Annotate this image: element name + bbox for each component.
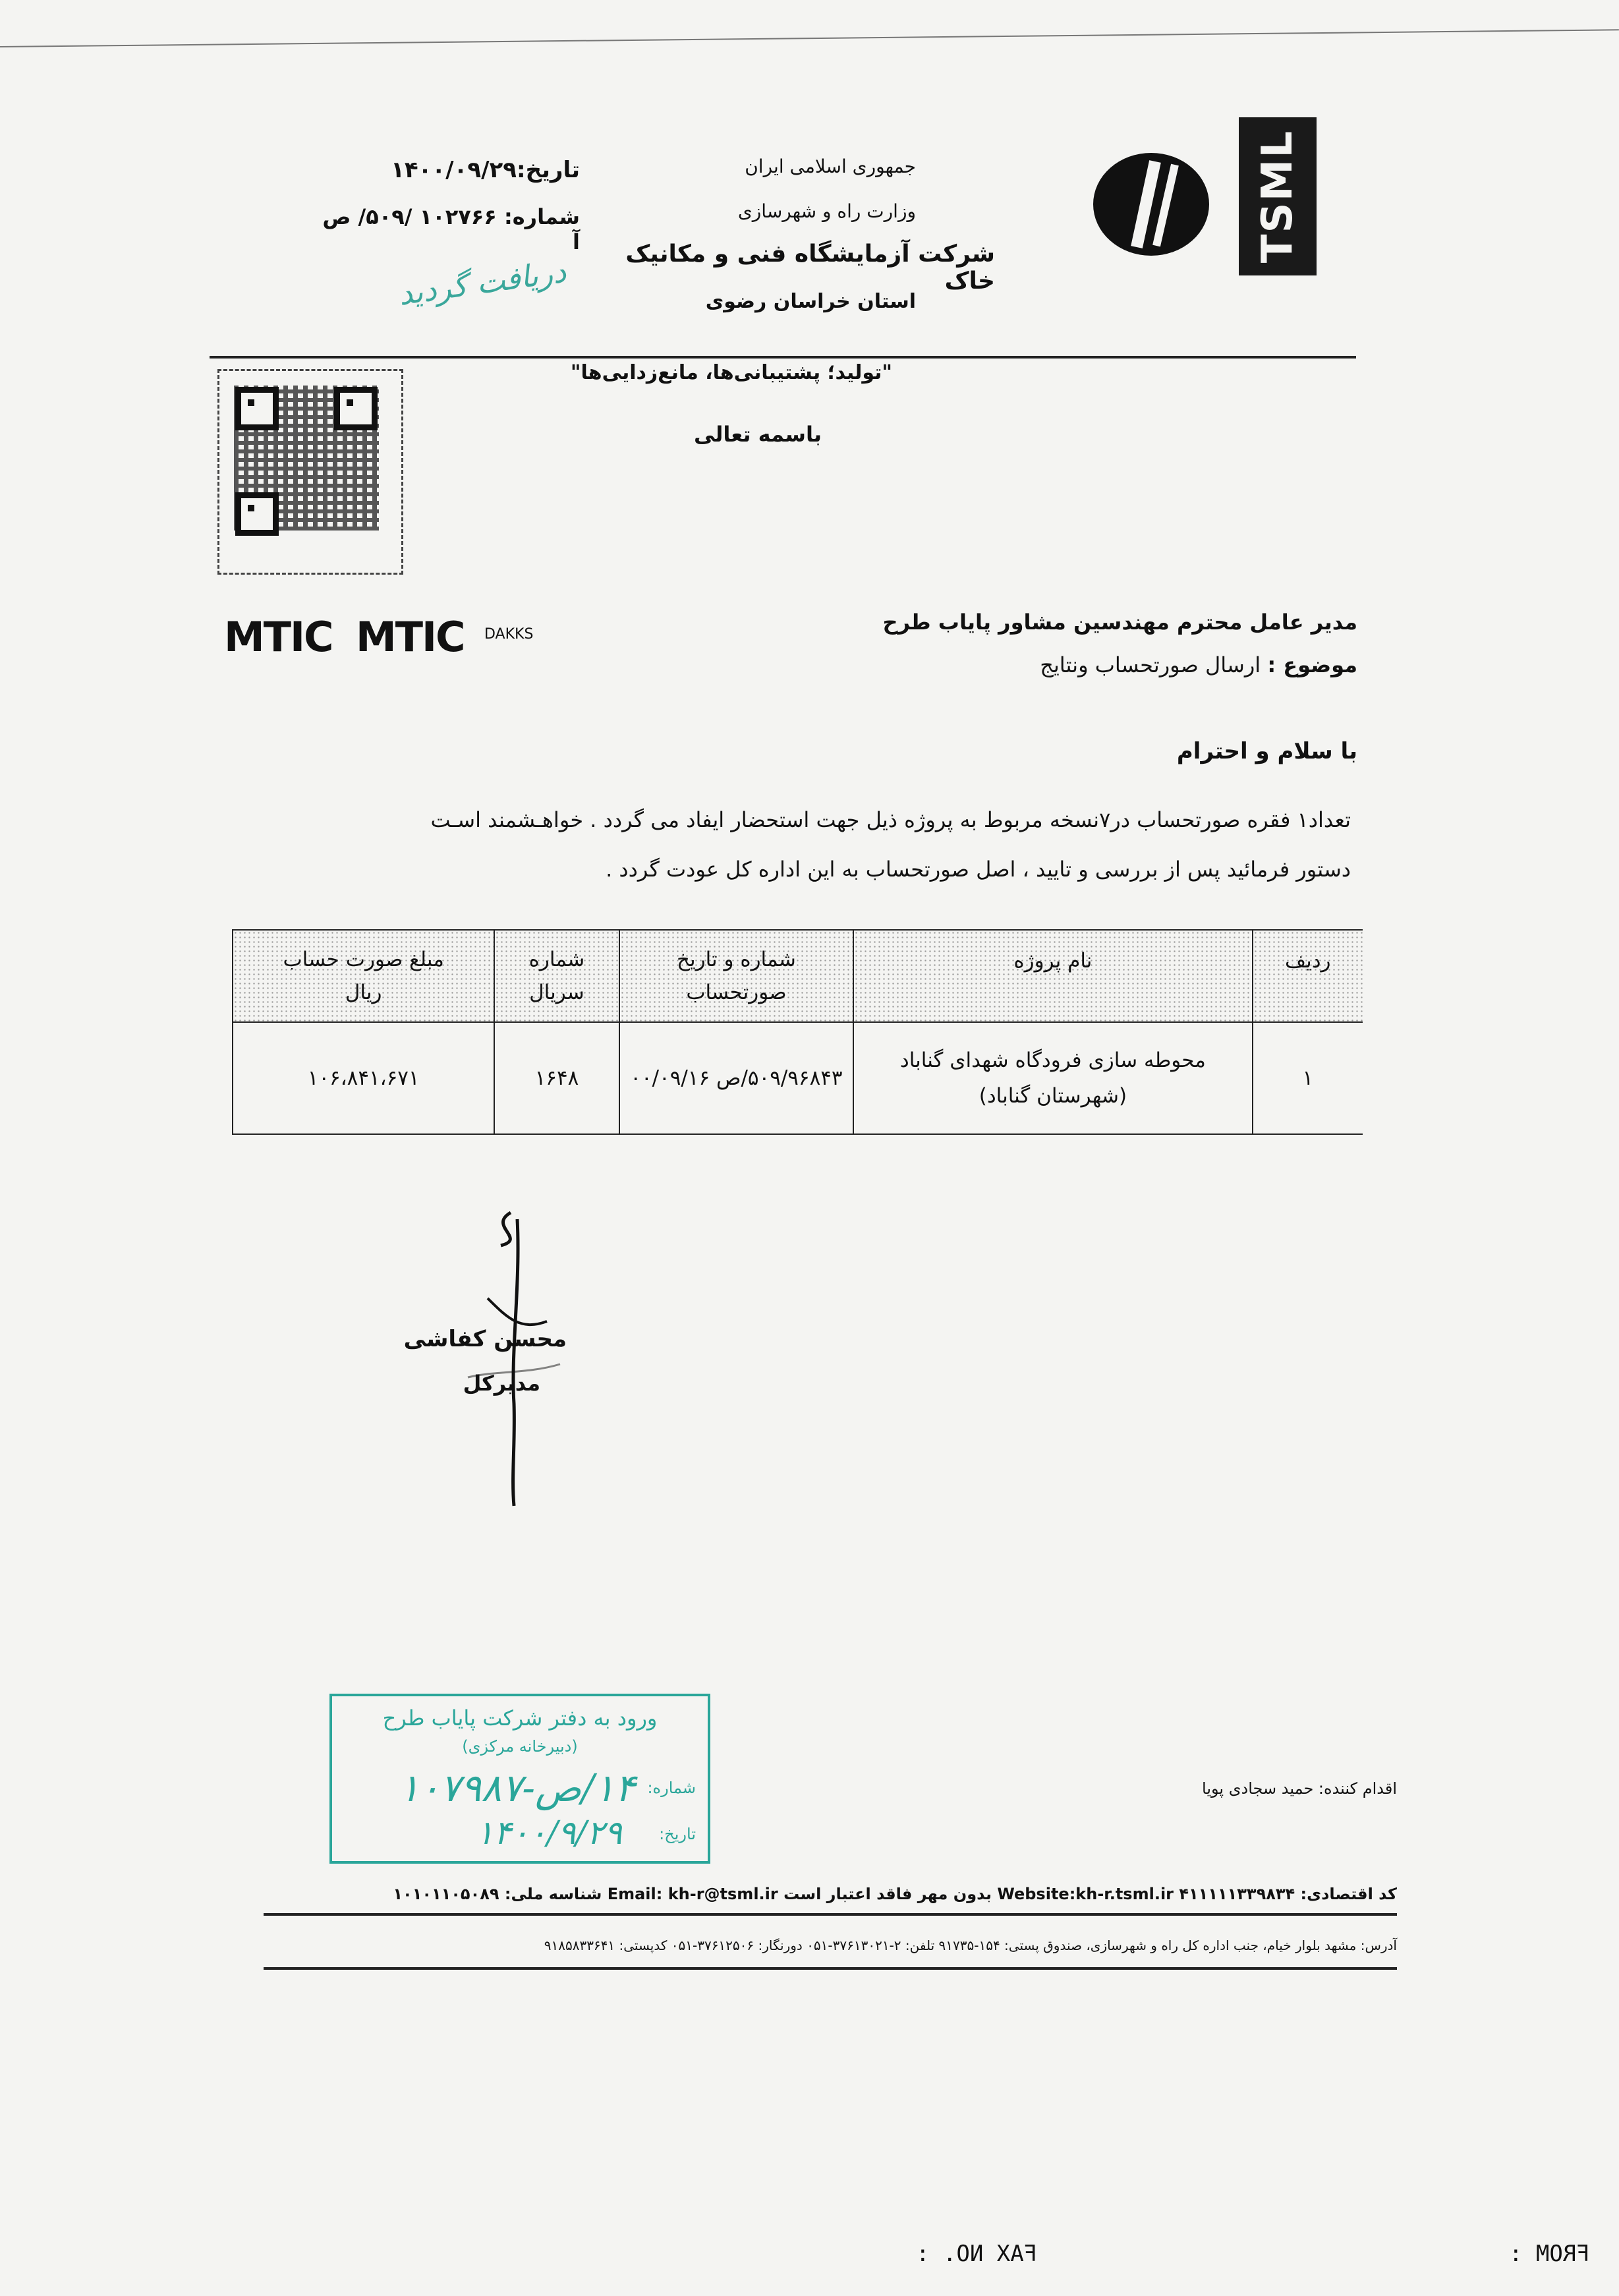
handwritten-signature bbox=[448, 1206, 580, 1509]
col-header-row: ردیف bbox=[1253, 930, 1363, 1022]
stamp-number-label: شماره: bbox=[647, 1779, 696, 1797]
header-ministry: وزارت راه و شهرسازی bbox=[737, 200, 916, 222]
header-republic: جمهوری اسلامی ایران bbox=[745, 156, 916, 177]
tsml-logo-text: TSML bbox=[1253, 129, 1302, 264]
mtic-logo-2: MTIC bbox=[356, 613, 465, 661]
cell-project: محوطه سازی فرودگاه شهدای گناباد (شهرستان گناباد) bbox=[853, 1022, 1252, 1134]
bismillah: باسمه تعالی bbox=[694, 422, 822, 447]
stamp-subtitle: (دبیرخانه مرکزی) bbox=[462, 1737, 578, 1756]
tsml-logo bbox=[1239, 117, 1317, 275]
greeting: با سلام و احترام bbox=[1176, 738, 1357, 764]
fax-from: FROM : bbox=[1509, 2241, 1590, 2267]
col-header-serial: شماره سریال bbox=[494, 930, 619, 1022]
cell-row-number: ۱ bbox=[1253, 1022, 1363, 1134]
letter-number: شماره: ۱۰۲۷۶۶ /۵۰۹/ ص آ bbox=[322, 204, 580, 254]
footer-line-1: کد اقتصادی: ۴۱۱۱۱۱۳۳۹۸۳۴ Website:kh-r.tsml.ir بدون مهر فاقد اعتبار است Email: kh-r@tsml.ir شناسه ملی: ۱۰۱۰۱۱۰۵۰۸۹ bbox=[393, 1885, 1397, 1903]
body-paragraph-line2: دستور فرمائید پس از بررسی و تایید ، اصل صورتحساب به این اداره کل عودت گردد . bbox=[606, 857, 1351, 882]
signatory-name: محسن کفاشی bbox=[403, 1326, 567, 1352]
header-divider bbox=[210, 356, 1356, 359]
body-paragraph-line1: تعداد۱ فقره صورتحساب در۷نسخه مربوط به پروژه ذیل جهت استحضار ایفاد می گردد . خواهـشمند اسـت bbox=[430, 807, 1351, 832]
col-header-invoice-no-date: شماره و تاریخ صورتحساب bbox=[619, 930, 854, 1022]
cell-serial: ۱۶۴۸ bbox=[494, 1022, 619, 1134]
letter-date: تاریخ:۱۴۰۰/۰۹/۲۹ bbox=[391, 157, 580, 183]
slogan: "تولید؛ پشتیبانی‌ها، مانع‌زدایی‌ها" bbox=[570, 361, 893, 384]
handwritten-received-note: دریافت گردید bbox=[396, 253, 569, 312]
invoice-table bbox=[232, 929, 1363, 1135]
recipient-line: مدیر عامل محترم مهندسین مشاور پایاب طرح bbox=[882, 610, 1357, 635]
header-province: استان خراسان رضوی bbox=[705, 290, 916, 313]
signatory-title: مدیرکل bbox=[463, 1371, 540, 1396]
stamp-date-label: تاریخ: bbox=[659, 1825, 696, 1843]
qr-code bbox=[217, 369, 403, 575]
cell-amount: ۱۰۶،۸۴۱،۶۷۱ bbox=[233, 1022, 494, 1134]
col-header-project: نام پروژه bbox=[853, 930, 1252, 1022]
company-emblem-icon bbox=[1091, 148, 1212, 260]
footer-divider-bottom bbox=[264, 1967, 1397, 1970]
table-header-row bbox=[233, 930, 1363, 1022]
table-row bbox=[233, 1022, 1363, 1134]
mtic-logo-1: MTIC bbox=[224, 613, 333, 661]
subject-line bbox=[791, 652, 1357, 677]
footer-divider-top bbox=[264, 1913, 1397, 1916]
stamp-date-value: ۱۴۰۰/۹/۲۹ bbox=[476, 1814, 622, 1852]
col-header-amount: مبلغ صورت حساب ریال bbox=[233, 930, 494, 1022]
action-by: اقدام کننده: حمید سجادی پویا bbox=[1202, 1779, 1397, 1798]
subject-label: موضوع : bbox=[1267, 652, 1357, 677]
scan-top-edge bbox=[0, 29, 1619, 47]
stamp-title: ورود به دفتر شرکت پایاب طرح bbox=[382, 1706, 658, 1731]
subject-value: ارسال صورتحساب ونتایج bbox=[1040, 652, 1261, 677]
cell-invoice-no-date: ۵۰۹/۹۶۸۴۳/ص ۰۰/۰۹/۱۶ bbox=[619, 1022, 854, 1134]
footer-line-2: آدرس: مشهد بلوار خیام، جنب اداره کل راه و شهرسازی، صندوق پستی: ۱۵۴-۹۱۷۳۵ تلفن: ۲-۳۷۶۱۳۰۲۱-۰۵۱ دورنگار: ۳۷۶۱۲۵۰۶-۰۵۱ کدپستی: ۹۱۸۵۸۳۳۶۴۱ bbox=[544, 1937, 1397, 1953]
dakks-logo: DAKKS bbox=[484, 626, 534, 643]
stamp-number-value: ۱۴/ص-۱۰۷۹۸۷ bbox=[399, 1765, 635, 1810]
header-company-name: شرکت آزمایشگاه فنی و مکانیک خاک bbox=[625, 241, 995, 295]
receipt-stamp bbox=[329, 1694, 710, 1864]
fax-number: FAX NO. : bbox=[916, 2241, 1038, 2267]
